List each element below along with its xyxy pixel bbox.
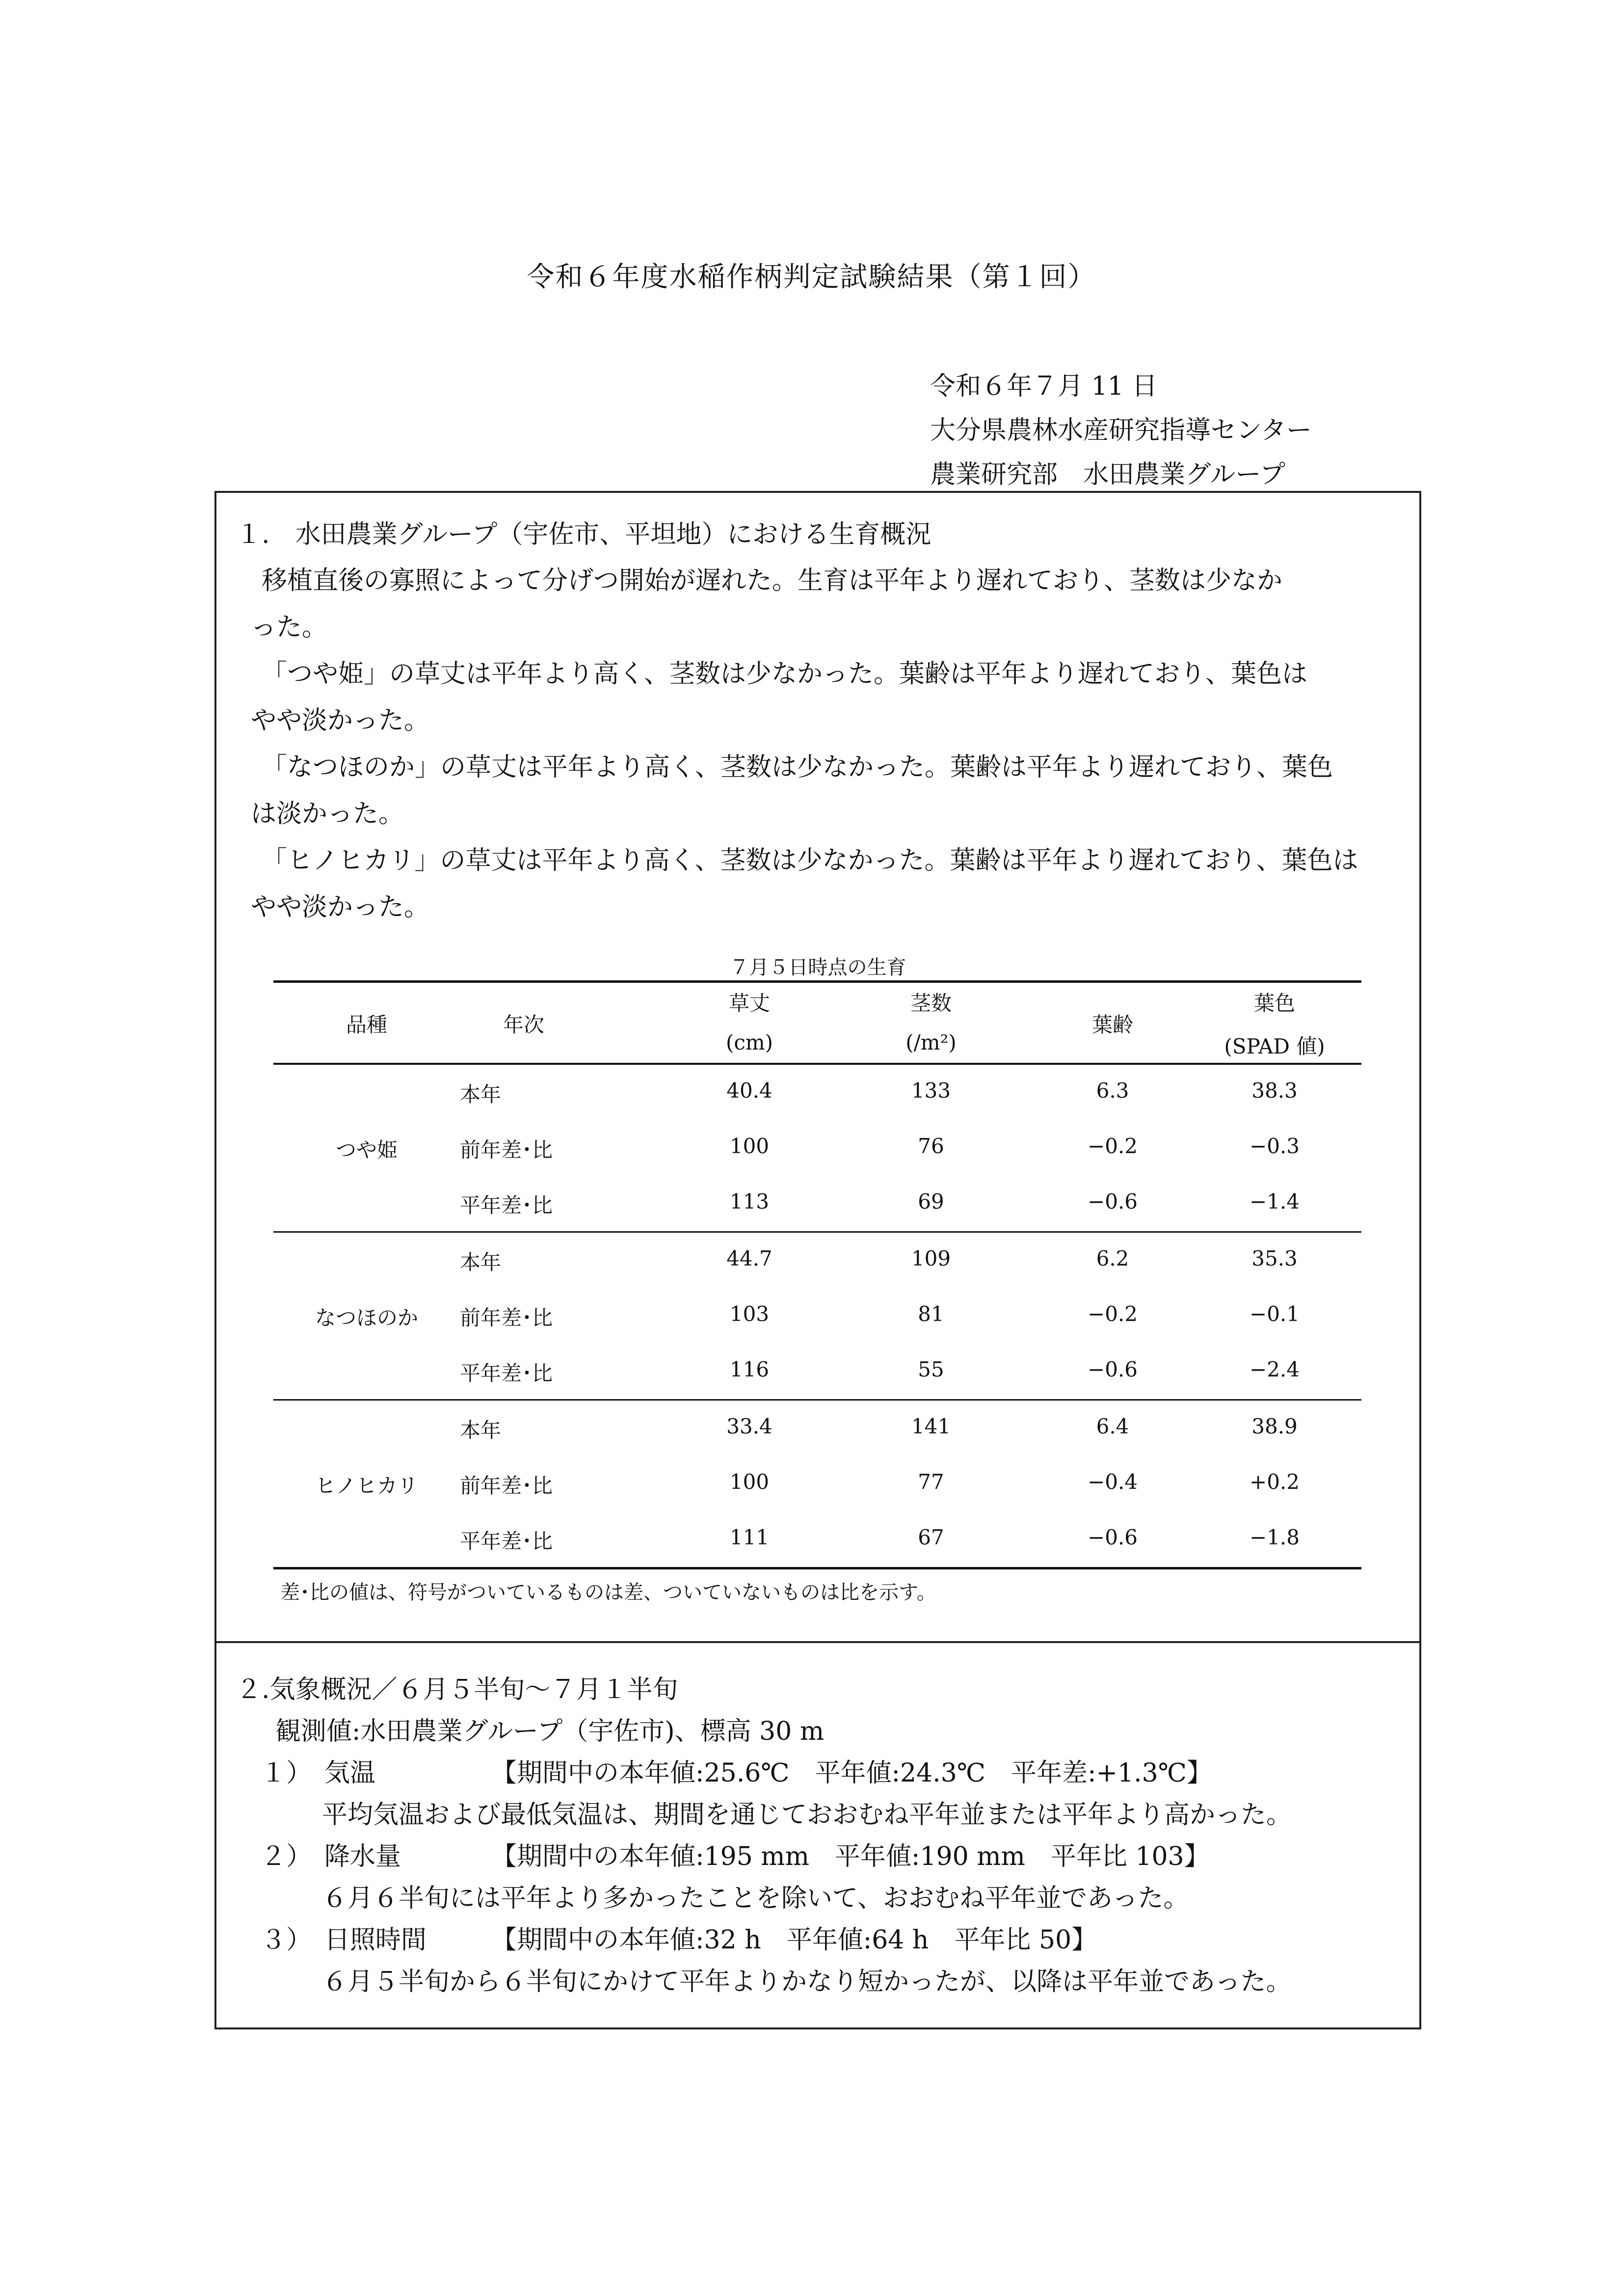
issuer-organization: 大分県農林水産研究指導センター <box>930 416 1312 445</box>
leaf-color-value: 38.3 <box>1251 1079 1298 1103</box>
row-label: 本年 <box>460 1250 502 1274</box>
summary-line: やや淡かった。 <box>251 706 430 735</box>
header-leaf-color-unit: (SPAD 値) <box>1224 1034 1325 1058</box>
header-year: 年次 <box>503 1013 544 1037</box>
issuer-department: 農業研究部 水田農業グループ <box>930 460 1285 489</box>
item-name: 気温 <box>324 1758 376 1788</box>
header-stem-count-unit: (/m²) <box>905 1030 957 1054</box>
group-divider <box>273 1399 1361 1401</box>
header-leaf-age: 葉齢 <box>1091 1013 1133 1037</box>
section2-heading: ２.気象概況／６月５半旬～７月１半旬 <box>236 1675 678 1704</box>
height-value: 113 <box>729 1189 770 1214</box>
leaf-color-value: 38.9 <box>1251 1414 1298 1438</box>
item-detail: 平均気温および最低気温は、期間を通じておおむね平年並または平年より高かった。 <box>322 1800 1292 1830</box>
leaf-age-value: 6.4 <box>1096 1414 1129 1438</box>
height-value: 116 <box>729 1357 770 1381</box>
table-header-rule <box>273 1063 1361 1065</box>
height-value: 40.4 <box>726 1079 772 1103</box>
height-value: 44.7 <box>726 1246 772 1270</box>
summary-line: 「つや姫」の草丈は平年より高く、茎数は少なかった。葉齢は平年より遅れており、葉色は <box>262 659 1307 689</box>
weather-summary-box <box>214 1641 1421 2029</box>
header-variety: 品種 <box>346 1013 387 1037</box>
row-label: 前年差･比 <box>460 1306 553 1330</box>
stems-value: 69 <box>918 1189 944 1214</box>
observation-note: 観測値:水田農業グループ（宇佐市)、標高 30 m <box>275 1717 825 1746</box>
leaf-color-value: 35.3 <box>1251 1246 1298 1270</box>
item-name: 降水量 <box>324 1842 401 1871</box>
leaf-color-value: −0.3 <box>1250 1134 1300 1158</box>
stems-value: 109 <box>911 1246 951 1270</box>
stems-value: 77 <box>918 1470 944 1494</box>
growth-summary-box <box>214 491 1421 1643</box>
section1-heading: １. 水田農業グループ（宇佐市、平坦地）における生育概況 <box>236 520 931 549</box>
leaf-age-value: −0.2 <box>1088 1302 1138 1326</box>
leaf-age-value: −0.4 <box>1088 1470 1138 1494</box>
item-detail: ６月６半旬には平年より多かったことを除いて、おおむね平年並であった。 <box>322 1884 1189 1913</box>
item-detail: ６月５半旬から６半旬にかけて平年よりかなり短かったが、以降は平年並であった。 <box>322 1967 1292 1997</box>
row-label: 前年差･比 <box>460 1138 553 1162</box>
table-top-rule <box>273 980 1361 983</box>
height-value: 100 <box>729 1470 770 1494</box>
table-title: ７月５日時点の生育 <box>729 956 906 979</box>
row-label: 前年差･比 <box>460 1474 553 1498</box>
header-plant-height: 草丈 <box>728 991 770 1015</box>
group-divider <box>273 1231 1361 1233</box>
summary-line: 「ヒノヒカリ」の草丈は平年より高く、茎数は少なかった。葉齢は平年より遅れており、葉色は <box>262 846 1358 875</box>
summary-line: やや淡かった。 <box>251 892 430 922</box>
variety-name: なつほのか <box>315 1306 418 1330</box>
header-plant-height-unit: (cm) <box>725 1030 773 1054</box>
stems-value: 141 <box>911 1414 951 1438</box>
stems-value: 81 <box>918 1302 944 1326</box>
document-title: 令和６年度水稲作柄判定試験結果（第１回） <box>527 261 1096 293</box>
height-value: 111 <box>729 1525 770 1549</box>
row-label: 本年 <box>460 1418 502 1442</box>
table-note: 差･比の値は、符号がついているものは差、ついていないものは比を示す。 <box>280 1581 936 1604</box>
variety-name: ヒノヒカリ <box>315 1474 418 1498</box>
item-number: ３） <box>261 1925 312 1955</box>
height-value: 103 <box>729 1302 770 1326</box>
item-summary: 【期間中の本年値:25.6℃ 平年値:24.3℃ 平年差:+1.3℃】 <box>491 1758 1212 1788</box>
item-summary: 【期間中の本年値:195 mm 平年値:190 mm 平年比 103】 <box>491 1842 1210 1871</box>
header-stem-count: 茎数 <box>910 991 952 1015</box>
stems-value: 55 <box>918 1357 944 1381</box>
leaf-age-value: −0.6 <box>1088 1189 1138 1214</box>
row-label: 平年差･比 <box>460 1361 553 1385</box>
stems-value: 133 <box>911 1079 951 1103</box>
stems-value: 67 <box>918 1525 944 1549</box>
summary-line: は淡かった。 <box>251 799 404 829</box>
leaf-color-value: −2.4 <box>1250 1357 1300 1381</box>
leaf-age-value: 6.3 <box>1096 1079 1129 1103</box>
header-leaf-color: 葉色 <box>1253 991 1295 1015</box>
leaf-color-value: −1.4 <box>1250 1189 1300 1214</box>
item-summary: 【期間中の本年値:32 h 平年値:64 h 平年比 50】 <box>491 1925 1097 1955</box>
item-number: １） <box>261 1758 312 1788</box>
item-number: ２） <box>261 1842 312 1871</box>
leaf-age-value: 6.2 <box>1096 1246 1129 1270</box>
summary-line: った。 <box>251 613 328 642</box>
stems-value: 76 <box>918 1134 944 1158</box>
height-value: 100 <box>729 1134 770 1158</box>
leaf-color-value: −0.1 <box>1250 1302 1300 1326</box>
leaf-age-value: −0.2 <box>1088 1134 1138 1158</box>
summary-line: 移植直後の寡照によって分げつ開始が遅れた。生育は平年より遅れており、茎数は少なか <box>236 566 1283 595</box>
table-bottom-rule <box>273 1567 1361 1569</box>
leaf-age-value: −0.6 <box>1088 1525 1138 1549</box>
height-value: 33.4 <box>726 1414 772 1438</box>
leaf-color-value: −1.8 <box>1250 1525 1300 1549</box>
variety-name: つや姫 <box>335 1138 398 1162</box>
leaf-age-value: −0.6 <box>1088 1357 1138 1381</box>
item-name: 日照時間 <box>324 1925 427 1955</box>
row-label: 本年 <box>460 1082 502 1107</box>
leaf-color-value: +0.2 <box>1250 1470 1300 1494</box>
summary-line: 「なつほのか」の草丈は平年より高く、茎数は少なかった。葉齢は平年より遅れており、葉色 <box>262 753 1333 782</box>
growth-summary-text <box>236 558 1404 931</box>
issuer-block <box>930 364 1312 497</box>
issue-date: 令和６年７月 11 日 <box>930 372 1158 401</box>
row-label: 平年差･比 <box>460 1193 553 1217</box>
row-label: 平年差･比 <box>460 1529 553 1553</box>
